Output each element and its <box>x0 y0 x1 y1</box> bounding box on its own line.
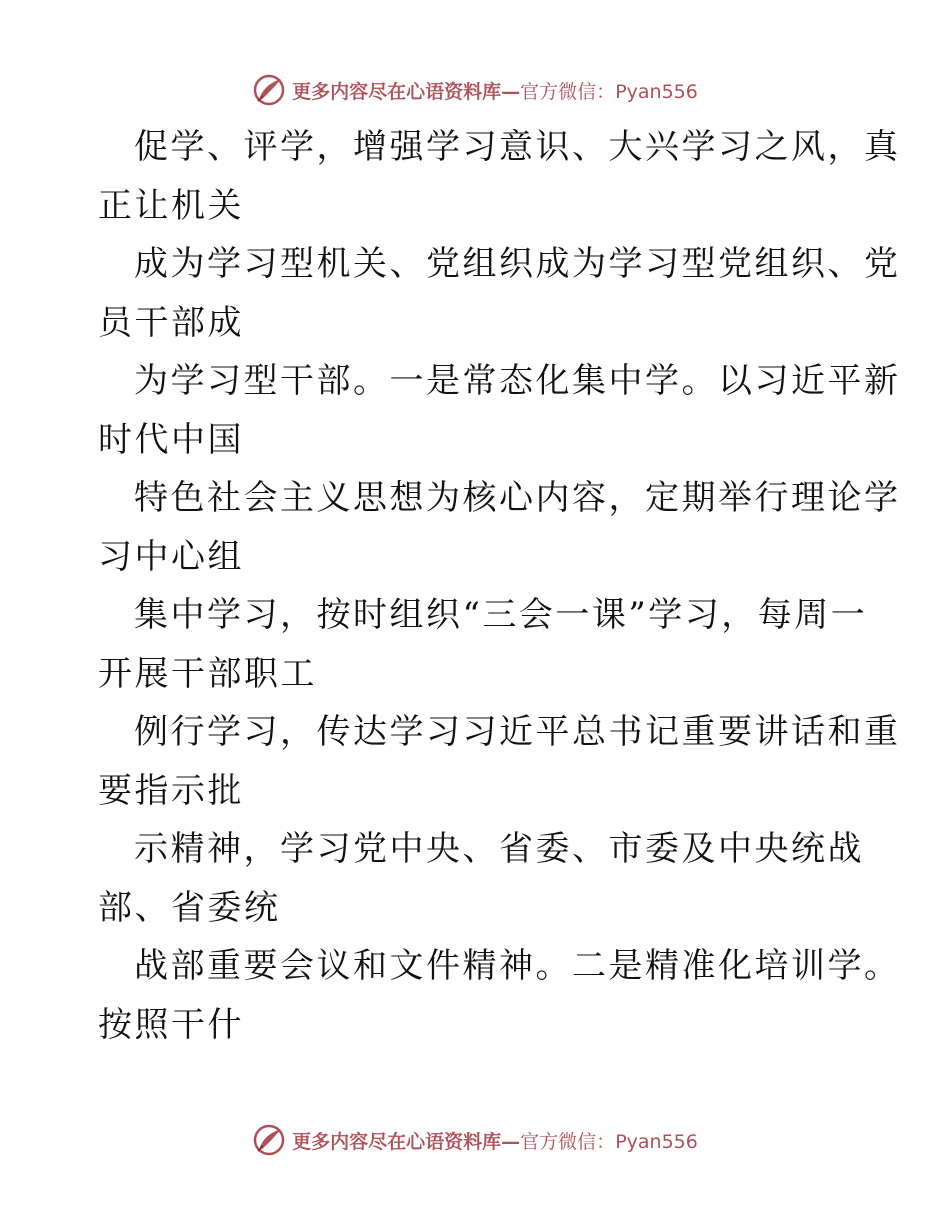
body-line: 要指示批 <box>98 770 244 811</box>
body-line: 部、省委统 <box>98 887 281 928</box>
footer-title: 更多内容尽在心语资料库— <box>292 1130 521 1153</box>
header-wechat-id: Pyan556 <box>615 80 698 103</box>
body-line: 促学、评学，增强学习意识、大兴学习之风，真 <box>134 127 901 167</box>
header-wechat-label: 官方微信： <box>520 80 616 103</box>
body-line: 特色社会主义思想为核心内容，定期举行理论学 <box>134 478 901 518</box>
body-line: 开展干部职工 <box>98 653 317 694</box>
body-line: 习中心组 <box>98 536 244 577</box>
body-line: 例行学习，传达学习习近平总书记重要讲话和重 <box>134 712 901 752</box>
footer-banner <box>0 1120 950 1160</box>
body-line: 员干部成 <box>98 302 244 343</box>
header-banner <box>0 70 950 110</box>
header-title: 更多内容尽在心语资料库— <box>292 80 521 103</box>
footer-banner-text <box>292 1127 698 1154</box>
document-body <box>98 118 901 1054</box>
footer-wechat-id: Pyan556 <box>615 1130 698 1153</box>
body-line: 成为学习型机关、党组织成为学习型党组织、党 <box>134 244 901 284</box>
body-line: 战部重要会议和文件精神。二是精准化培训学。 <box>134 946 901 986</box>
footer-banner-content <box>252 1123 698 1157</box>
pen-logo-icon <box>252 1123 286 1157</box>
footer-wechat-label: 官方微信： <box>520 1130 616 1153</box>
body-line: 示精神，学习党中央、省委、市委及中央统战 <box>134 829 864 869</box>
body-line: 为学习型干部。一是常态化集中学。以习近平新 <box>134 361 901 401</box>
body-line: 时代中国 <box>98 419 244 460</box>
pen-logo-icon <box>252 73 286 107</box>
header-banner-content <box>252 73 698 107</box>
body-line: 集中学习，按时组织“三会一课”学习，每周一 <box>134 595 868 635</box>
body-line: 正让机关 <box>98 185 244 226</box>
header-banner-text <box>292 77 698 104</box>
body-line: 按照干什 <box>98 1004 244 1045</box>
